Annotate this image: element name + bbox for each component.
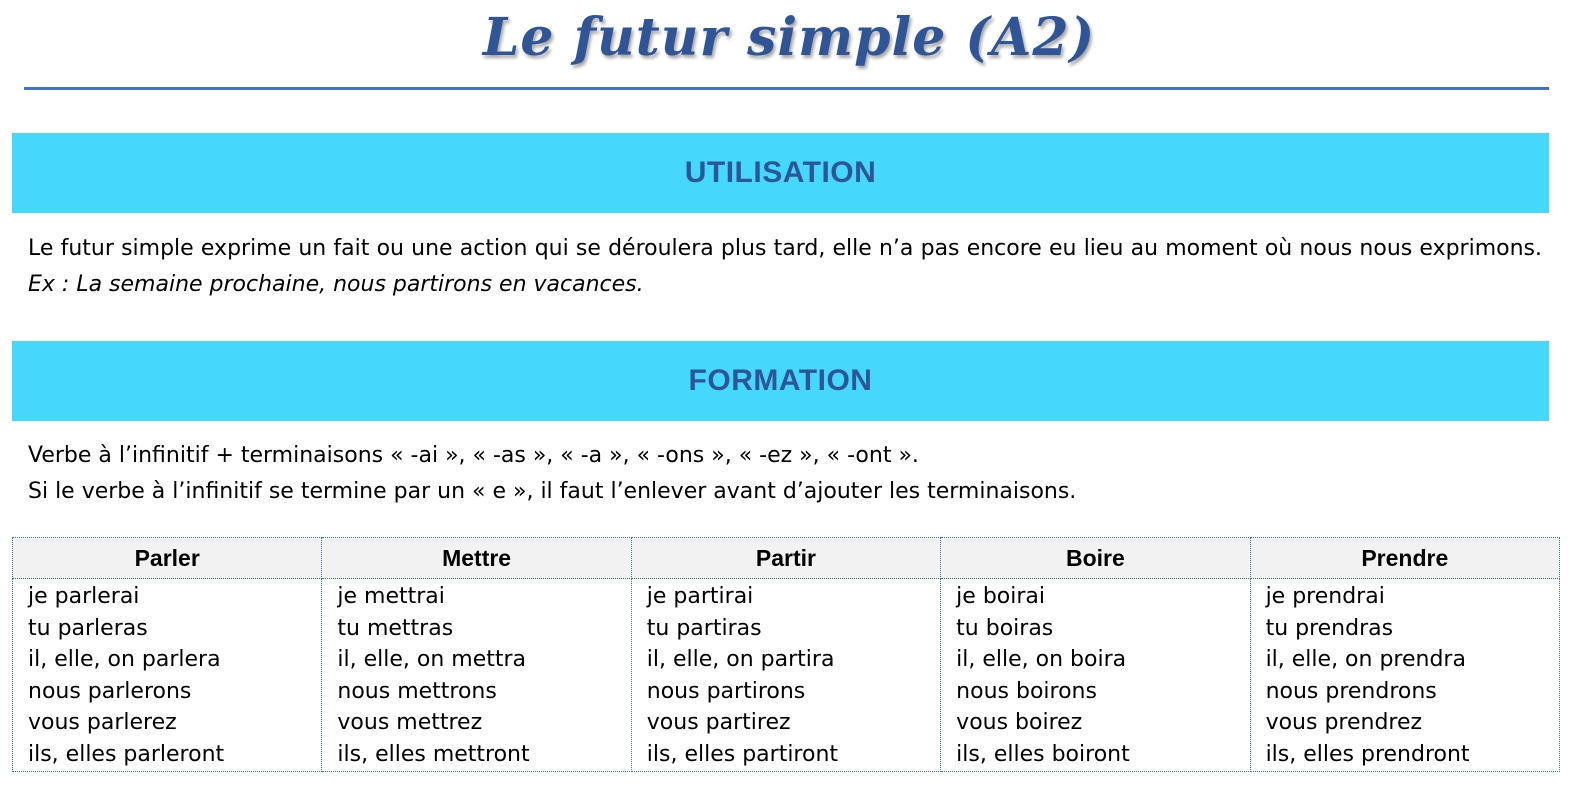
conjugation-form: je partirai (646, 584, 754, 609)
utilisation-paragraph (28, 231, 1542, 303)
conjugation-form: vous partirez (646, 710, 791, 736)
formation-heading: FORMATION (688, 364, 873, 397)
conjugation-form: nous parlerons (28, 678, 192, 704)
conjugation-cell-mettre (322, 579, 631, 772)
conjugation-form: nous partirons (646, 678, 806, 704)
conjugation-form: ils, elles partiront (646, 741, 839, 767)
conjugation-form: nous mettrons (337, 678, 497, 704)
conjugation-cell-prendre (1250, 579, 1559, 772)
formation-banner (12, 341, 1549, 421)
conjugation-table (12, 537, 1560, 772)
conjugation-form: il, elle, on parlera (28, 647, 221, 673)
conjugation-form: ils, elles boiront (956, 741, 1130, 767)
conjugation-form: tu partiras (646, 615, 762, 641)
utilisation-example: Ex : La semaine prochaine, nous partirons en vacances. (28, 272, 644, 297)
table-row (13, 579, 1560, 772)
conjugation-form: vous boirez (956, 710, 1083, 736)
conjugation-form: tu mettras (337, 615, 454, 641)
conjugation-cell-parler (13, 579, 322, 772)
conjugation-form: ils, elles mettront (337, 741, 530, 767)
conjugation-form: ils, elles parleront (28, 741, 225, 767)
conjugation-cell-partir (631, 579, 940, 772)
table-header-row (13, 538, 1560, 579)
formation-rule-line: Verbe à l’infinitif + terminaisons « -ai », « -as », « -a », « -ons », « -ez », « -ont ». (28, 443, 919, 468)
utilisation-banner (12, 133, 1549, 213)
conjugation-form: je prendrai (1265, 584, 1385, 609)
conjugation-form: il, elle, on mettra (337, 647, 527, 673)
table-header-cell: Partir (631, 538, 940, 579)
title-underline (24, 87, 1549, 90)
table-header-cell: Parler (13, 538, 322, 579)
formation-note-line: Si le verbe à l’infinitif se termine par un « e », il faut l’enlever avant d’ajouter les terminaisons. (28, 479, 1077, 504)
conjugation-form: tu parleras (28, 615, 148, 641)
table-header-cell: Prendre (1250, 538, 1559, 579)
table-header-cell: Mettre (322, 538, 631, 579)
conjugation-form: je boirai (956, 584, 1045, 609)
conjugation-form: tu boiras (956, 615, 1054, 641)
conjugation-form: vous prendrez (1265, 710, 1423, 736)
conjugation-form: il, elle, on boira (956, 647, 1127, 673)
conjugation-form: je parlerai (28, 584, 140, 609)
page-title: Le futur simple (A2) (482, 7, 1096, 68)
utilisation-heading: UTILISATION (684, 156, 877, 189)
utilisation-text: Le futur simple exprime un fait ou une action qui se déroulera plus tard, elle n’a pas encore eu lieu au moment où nous nous exprimons. (28, 236, 1542, 261)
formation-paragraph (28, 438, 1542, 510)
conjugation-cell-boire (941, 579, 1250, 772)
conjugation-form: nous prendrons (1265, 678, 1437, 704)
conjugation-form: ils, elles prendront (1265, 741, 1470, 767)
conjugation-form: il, elle, on partira (646, 647, 835, 673)
conjugation-form: il, elle, on prendra (1265, 647, 1466, 673)
conjugation-form: vous mettrez (337, 710, 483, 736)
conjugation-form: vous parlerez (28, 710, 177, 736)
conjugation-form: nous boirons (956, 678, 1097, 704)
conjugation-form: tu prendras (1265, 615, 1394, 641)
table-header-cell: Boire (941, 538, 1250, 579)
conjugation-form: je mettrai (337, 584, 445, 609)
